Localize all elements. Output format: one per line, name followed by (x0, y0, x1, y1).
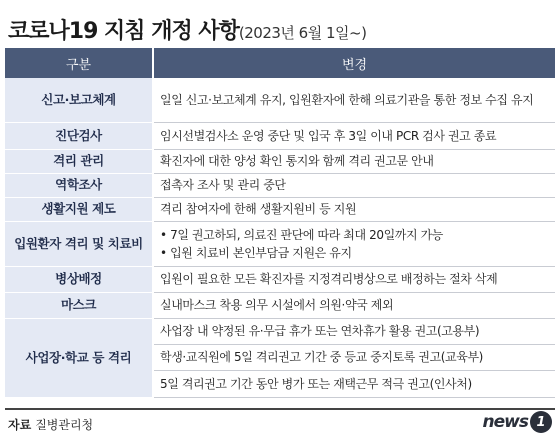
title-date: (2023년 6월 1일~) (238, 24, 367, 42)
logo-word: news (482, 412, 528, 432)
row-change: 일일 신고·보고체계 유지, 입원환자에 한해 의료기관을 통한 정보 수집 유지 (153, 78, 555, 122)
source-credit (8, 416, 93, 433)
row-change: 임시선별검사소 운영 중단 및 입국 후 3일 이내 PCR 검사 권고 종료 (153, 122, 555, 149)
row-change: 확진자에 대한 양성 확인 통지와 함께 격리 권고문 안내 (153, 149, 555, 173)
row-change: 접촉자 조사 및 관리 중단 (153, 173, 555, 197)
bullet-item: • 7일 권고하되, 의료진 판단에 따라 최대 20일까지 가능 (160, 226, 549, 244)
row-change: 사업장 내 약정된 유·무급 휴가 또는 연차휴가 활용 권고(고용부) (153, 318, 555, 344)
bullet-item: • 입원 치료비 본인부담금 지원은 유지 (160, 244, 549, 262)
table-row (5, 122, 555, 149)
news1-logo (483, 411, 552, 433)
row-category: 병상배정 (5, 266, 153, 292)
table-header-row (5, 48, 555, 78)
row-change: 입원이 필요한 모든 확진자를 지정격리병상으로 배정하는 절차 삭제 (153, 266, 555, 292)
header-change: 변경 (153, 48, 555, 78)
table-row (5, 149, 555, 173)
footer-divider (5, 408, 555, 410)
source-value: 질병관리청 (35, 418, 94, 432)
table-row (5, 78, 555, 122)
page-title (8, 14, 366, 45)
row-change: 학생·교직원에 5일 격리권고 기간 중 등교 중지토록 권고(교육부) (153, 344, 555, 370)
table-row (5, 173, 555, 197)
table-row (5, 266, 555, 292)
row-category: 진단검사 (5, 122, 153, 149)
row-category: 생활지원 제도 (5, 197, 153, 221)
row-change: 5일 격리권고 기간 동안 병가 또는 재택근무 적극 권고(인사처) (153, 370, 555, 397)
row-change: 격리 참여자에 한해 생활지원비 등 지원 (153, 197, 555, 221)
title-main: 코로나19 지침 개정 사항 (8, 19, 239, 44)
source-label: 자료 (8, 418, 32, 432)
row-category: 사업장·학교 등 격리 (5, 318, 153, 397)
header-category: 구분 (5, 48, 153, 78)
row-change: 실내마스크 착용 의무 시설에서 의원·약국 제외 (153, 292, 555, 318)
logo-badge-icon: 1 (530, 411, 552, 433)
table-row (5, 221, 555, 266)
row-category: 역학조사 (5, 173, 153, 197)
policy-table (5, 48, 555, 398)
row-category: 마스크 (5, 292, 153, 318)
row-category: 입원환자 격리 및 치료비 (5, 221, 153, 266)
table-row (5, 318, 555, 344)
table-row (5, 292, 555, 318)
row-change (153, 221, 555, 266)
row-category: 신고·보고체계 (5, 78, 153, 122)
row-category: 격리 관리 (5, 149, 153, 173)
table-row (5, 197, 555, 221)
